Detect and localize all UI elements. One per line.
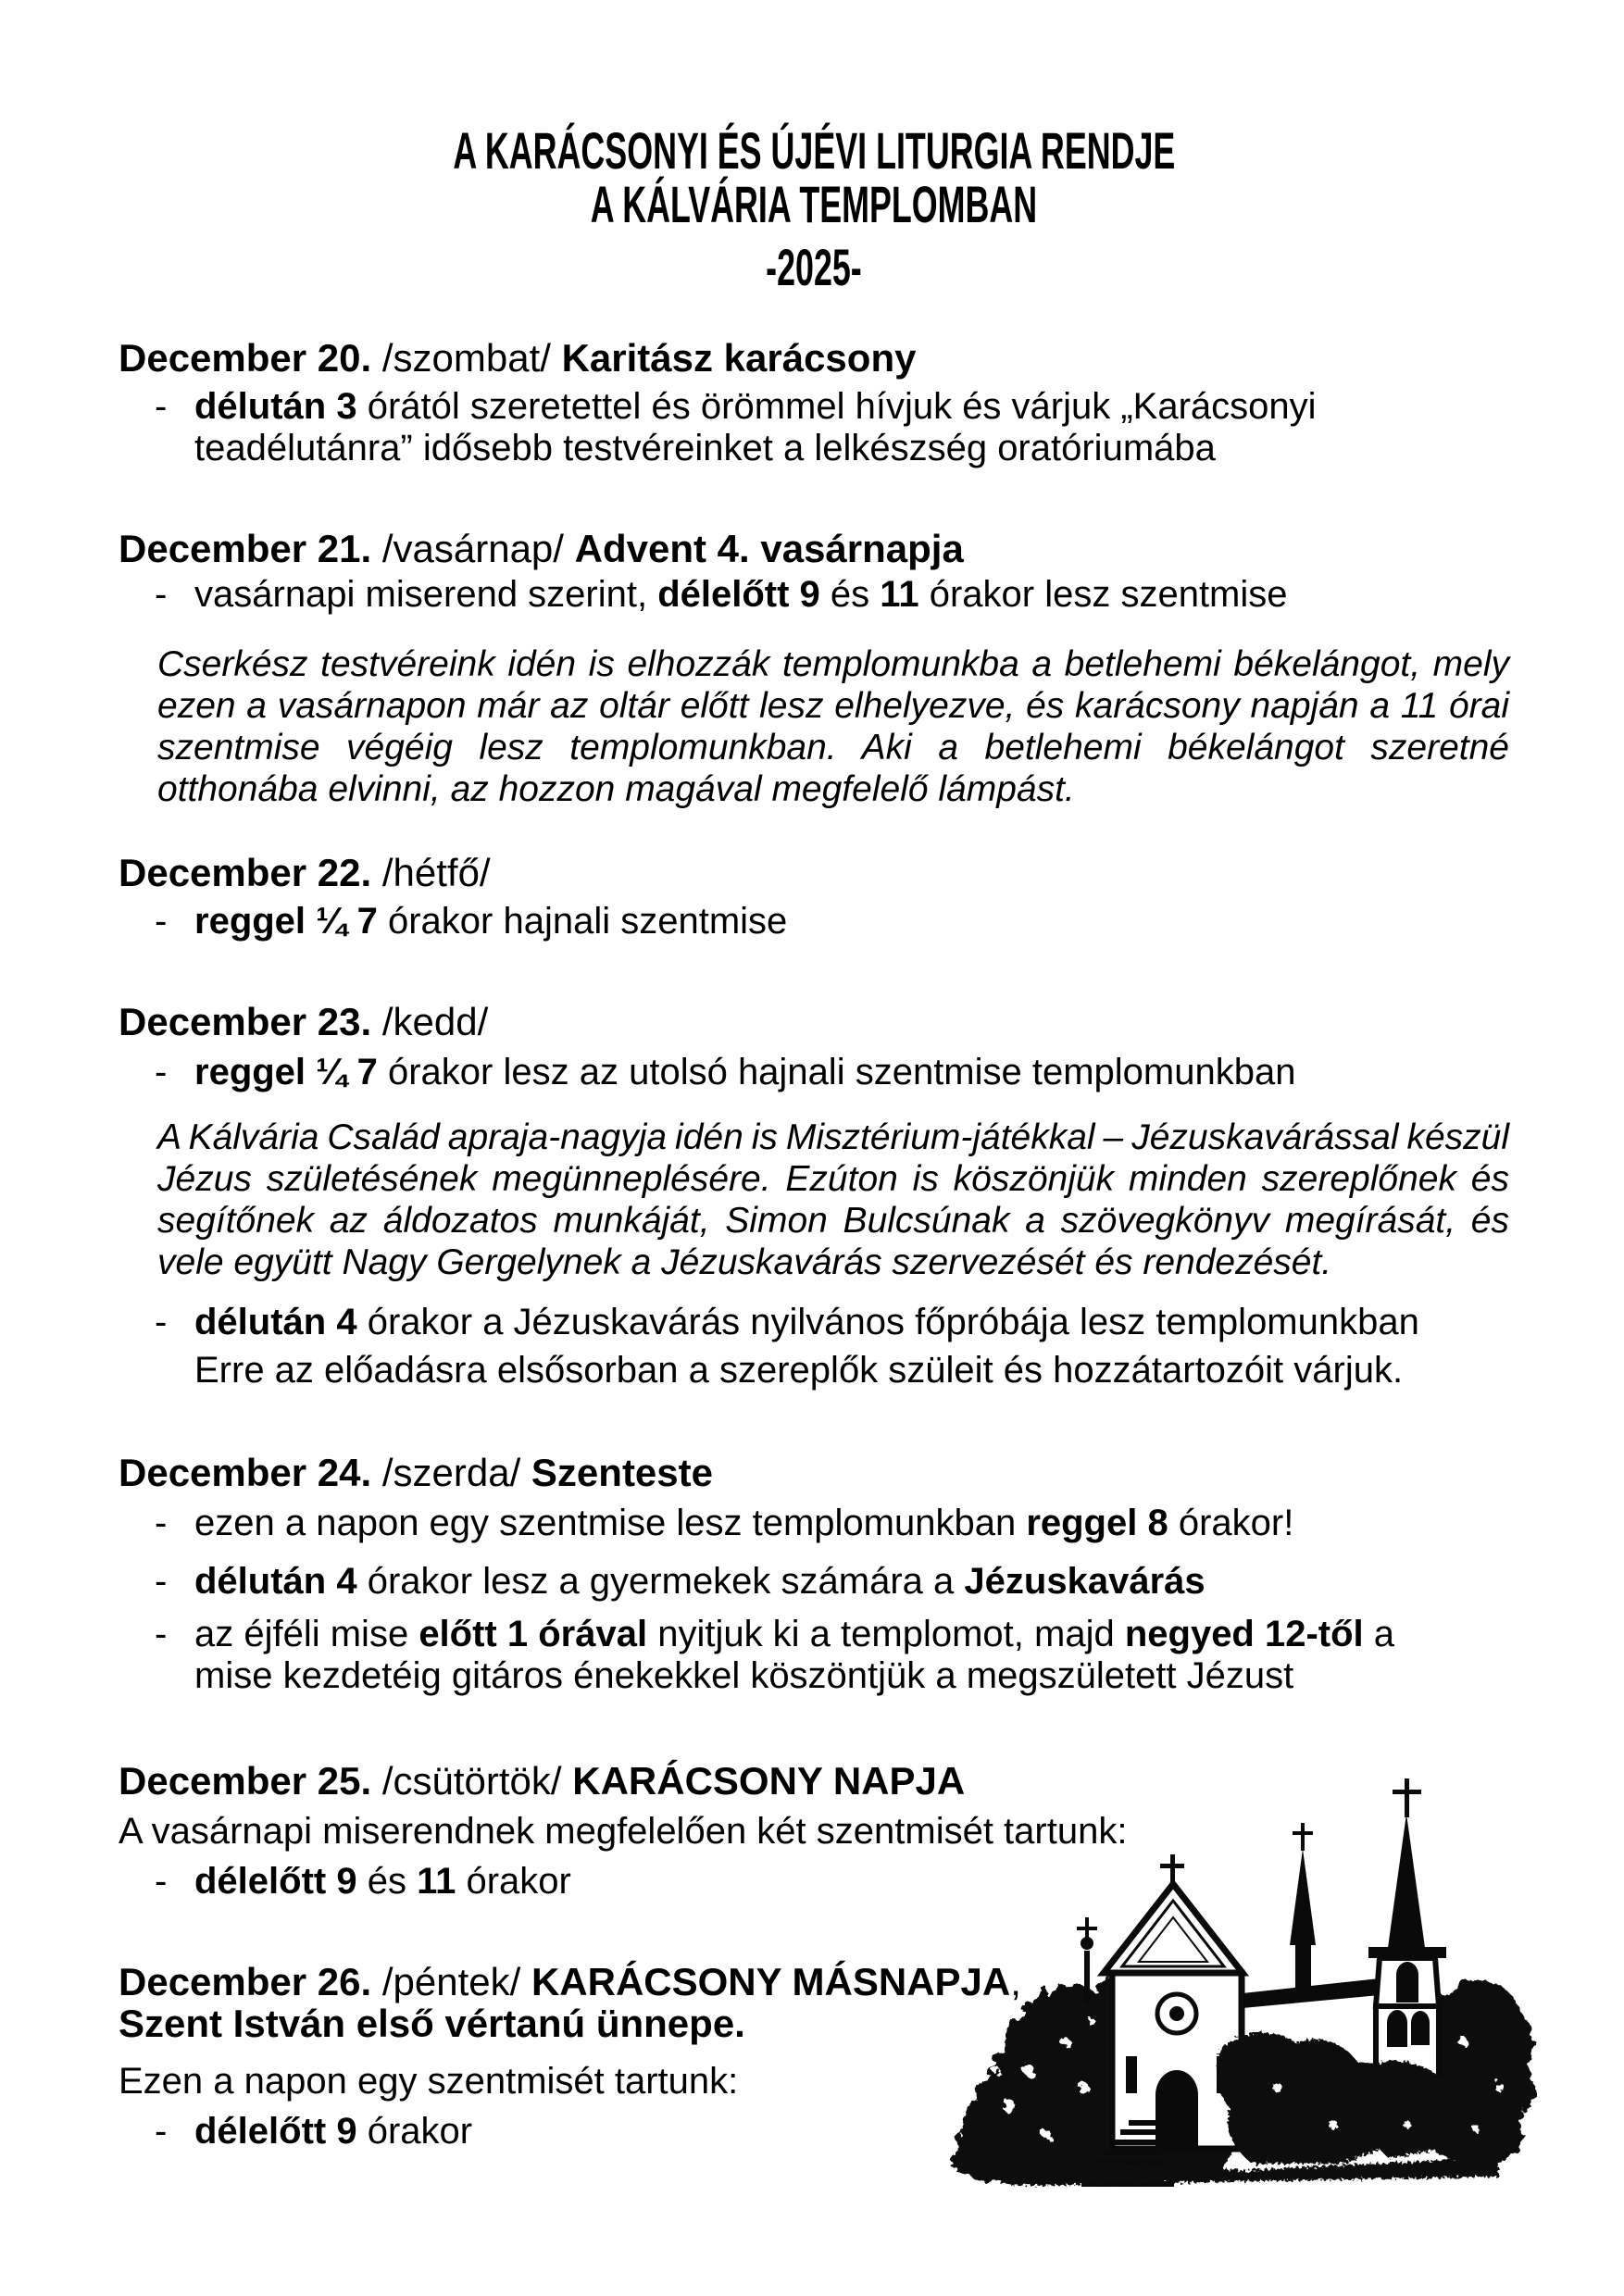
title-text: -2025- bbox=[766, 238, 862, 296]
text-run: az éjféli mise bbox=[194, 1614, 419, 1654]
heading-line bbox=[119, 337, 1509, 379]
text-run: órától szeretettel és örömmel hívjuk és várjuk „Karácsonyi bbox=[356, 386, 1317, 427]
bullet-dash-icon: - bbox=[155, 1561, 168, 1602]
list-item bbox=[155, 901, 1509, 942]
list-item bbox=[155, 1503, 1509, 1544]
text-run: /kedd/ bbox=[371, 1000, 489, 1043]
text-run: Szenteste bbox=[531, 1451, 713, 1494]
text-run: Erre az előadásra elsősorban a szereplők szüleit és hozzátartozóit várjuk. bbox=[194, 1350, 1404, 1391]
section-december-23 bbox=[119, 1001, 1509, 1391]
title-text: A KÁLVÁRIA TEMPLOMBAN bbox=[590, 175, 1038, 233]
text-run: KARÁCSONY NAPJA bbox=[572, 1759, 966, 1803]
list-item-text bbox=[194, 1302, 1509, 1343]
text-run: teadélutánra” idősebb testvéreinket a lelkészség oratóriumába bbox=[194, 428, 1216, 468]
text-run: órakor bbox=[356, 2111, 473, 2152]
text-run: órakor lesz az utolsó hajnali szentmise templomunkban bbox=[377, 1052, 1296, 1092]
list-item-text bbox=[194, 386, 1509, 469]
note-line: segítőnek az áldozatos munkáját, Simon Bulcsúnak a szövegkönyv megírását, és bbox=[157, 1201, 1509, 1241]
text-run: órakor a Jézuskavárás nyilvános főpróbája lesz templomunkban bbox=[356, 1302, 1419, 1342]
list-item-line bbox=[194, 574, 1509, 616]
text-run: reggel ¼ 7 bbox=[194, 1052, 378, 1092]
heading-line bbox=[119, 1001, 1509, 1042]
list-item-text bbox=[194, 901, 1509, 942]
text-run: December 22. bbox=[119, 851, 372, 894]
bullet-dash-icon: - bbox=[155, 1614, 168, 1654]
list-item-line bbox=[194, 428, 1509, 469]
text-run: /csütörtök/ bbox=[371, 1759, 573, 1803]
list-item bbox=[155, 1614, 1509, 1697]
text-run: December 21. bbox=[119, 527, 372, 570]
day-heading bbox=[119, 528, 1509, 569]
section-december-21 bbox=[119, 528, 1509, 810]
text-run: Jézuskavárás bbox=[964, 1561, 1206, 1602]
list-item-text bbox=[194, 1614, 1509, 1697]
text-run: /vasárnap/ bbox=[371, 527, 575, 570]
text-run: órakor! bbox=[1168, 1503, 1294, 1543]
section-december-24 bbox=[119, 1452, 1509, 1697]
text-run: negyed 12-től bbox=[1124, 1614, 1364, 1654]
list-item-text bbox=[194, 574, 1509, 616]
day-heading bbox=[119, 1001, 1509, 1042]
text-run: órakor hajnali szentmise bbox=[377, 901, 788, 942]
text-run: órakor bbox=[456, 1861, 571, 1902]
text-run: órakor lesz a gyermekek számára a bbox=[356, 1561, 965, 1602]
list-item bbox=[155, 1561, 1509, 1603]
bullet-dash-icon: - bbox=[155, 1052, 168, 1092]
day-heading bbox=[119, 852, 1509, 893]
note-paragraph bbox=[157, 643, 1509, 810]
list-item-line bbox=[194, 1302, 1509, 1343]
text-run: KARÁCSONY MÁSNAPJA bbox=[531, 1960, 1011, 2003]
heading-line bbox=[119, 528, 1509, 569]
text-run: és bbox=[356, 1861, 418, 1902]
text-run: délelőtt 9 bbox=[657, 574, 820, 615]
text-run: December 23. bbox=[119, 1000, 372, 1043]
text-run: Szent István első vértanú ünnepe. bbox=[119, 2002, 745, 2045]
list-item-text bbox=[194, 1052, 1509, 1093]
list-item-text bbox=[194, 1561, 1509, 1603]
church-facade bbox=[1104, 1854, 1243, 2149]
list-item-text bbox=[194, 1503, 1509, 1544]
paragraph bbox=[194, 1350, 1509, 1391]
text-run: , bbox=[1010, 1960, 1021, 2003]
text-run: reggel ¼ 7 bbox=[194, 901, 378, 942]
text-run: délután 4 bbox=[194, 1561, 357, 1602]
text-run: vasárnapi miserend szerint, bbox=[194, 574, 658, 615]
list-item bbox=[155, 1052, 1509, 1093]
text-run: délután 3 bbox=[194, 386, 357, 427]
church-drawing-group bbox=[952, 1778, 1533, 2186]
text-run: Advent 4. vasárnapja bbox=[574, 527, 964, 570]
note-line: ezen a vasárnapon már az oltár előtt lesz elhelyezve, és karácsony napján a 11 órai bbox=[157, 686, 1509, 726]
text-run: nyitjuk ki a templomot, majd bbox=[647, 1614, 1125, 1654]
bullet-dash-icon: - bbox=[155, 1302, 168, 1342]
bullet-dash-icon: - bbox=[155, 386, 168, 427]
section-december-20 bbox=[119, 337, 1509, 469]
text-run: /szerda/ bbox=[371, 1451, 531, 1494]
note-line: A Kálvária Család apraja-nagyja idén is Misztérium-játékkal – Jézuskavárással készül bbox=[157, 1117, 1509, 1157]
list-item bbox=[155, 574, 1509, 616]
text-run: Ezen a napon egy szentmisét tartunk: bbox=[119, 2061, 739, 2102]
note-line: otthonába elvinni, az hozzon magával megfelelő lámpást. bbox=[157, 769, 1075, 809]
bullet-dash-icon: - bbox=[155, 574, 168, 615]
note-paragraph bbox=[157, 1117, 1509, 1283]
text-run: December 26. bbox=[119, 1960, 372, 2003]
section-december-22 bbox=[119, 852, 1509, 942]
list-item-line bbox=[194, 1503, 1509, 1544]
title-year bbox=[119, 238, 1509, 296]
text-run: előtt 1 órával bbox=[418, 1614, 648, 1654]
list-item-line bbox=[194, 1655, 1509, 1697]
title-text: A KARÁCSONYI ÉS ÚJÉVI LITURGIA RENDJE bbox=[453, 121, 1175, 180]
text-run: délután 4 bbox=[194, 1302, 357, 1342]
bullet-dash-icon: - bbox=[155, 901, 168, 942]
bullet-dash-icon: - bbox=[155, 1861, 168, 1902]
note-line: Cserkész testvéreink idén is elhozzák templomunkba a betlehemi békelángot, mely bbox=[157, 644, 1509, 684]
note-line: vele együtt Nagy Gergelynek a Jézuskavárás szervezését és rendezését. bbox=[157, 1242, 1332, 1282]
text-run: /péntek/ bbox=[371, 1960, 531, 2003]
text-run: délelőtt 9 bbox=[194, 2111, 357, 2152]
text-run: A vasárnapi miserendnek megfelelően két szentmisét tartunk: bbox=[119, 1811, 1128, 1852]
text-run: /hétfő/ bbox=[371, 851, 491, 894]
note-line: szentmise végéig lesz templomunkban. Aki a betlehemi békelángot szeretné bbox=[157, 728, 1509, 767]
title-line-2 bbox=[119, 175, 1509, 233]
church-illustration bbox=[944, 1764, 1537, 2201]
text-run: December 20. bbox=[119, 336, 372, 380]
text-run: 11 bbox=[880, 574, 919, 615]
small-spire bbox=[1290, 1823, 1316, 1999]
note-line: Jézus születésének megünneplésére. Ezúton is köszönjük minden szereplőnek és bbox=[157, 1159, 1509, 1199]
list-item-line bbox=[194, 1052, 1509, 1093]
text-run: December 25. bbox=[119, 1759, 372, 1803]
text-run: délelőtt 9 bbox=[194, 1861, 357, 1902]
heading-line bbox=[119, 852, 1509, 893]
list-item-line bbox=[194, 386, 1509, 428]
page-title bbox=[119, 0, 1509, 294]
list-item bbox=[155, 386, 1509, 469]
bullet-dash-icon: - bbox=[155, 2111, 168, 2152]
text-run: December 24. bbox=[119, 1451, 372, 1494]
text-run: reggel 8 bbox=[1026, 1503, 1168, 1543]
bullet-dash-icon: - bbox=[155, 1503, 168, 1543]
text-run: és bbox=[819, 574, 881, 615]
list-item-line bbox=[194, 1561, 1509, 1603]
text-run: ezen a napon egy szentmise lesz templomunkban bbox=[194, 1503, 1027, 1543]
text-run: órakor lesz szentmise bbox=[918, 574, 1288, 615]
text-run: Karitász karácsony bbox=[561, 336, 917, 380]
heading-line bbox=[119, 1452, 1509, 1493]
day-heading bbox=[119, 337, 1509, 379]
text-run: a bbox=[1363, 1614, 1395, 1654]
text-run: mise kezdetéig gitáros énekekkel köszöntjük a megszületett Jézust bbox=[194, 1655, 1294, 1696]
text-run: /szombat/ bbox=[371, 336, 562, 380]
list-item-line bbox=[194, 1614, 1509, 1655]
day-heading bbox=[119, 1452, 1509, 1493]
title-line-1 bbox=[119, 121, 1509, 180]
list-item bbox=[155, 1302, 1509, 1343]
text-run: 11 bbox=[417, 1861, 456, 1902]
list-item-line bbox=[194, 901, 1509, 942]
